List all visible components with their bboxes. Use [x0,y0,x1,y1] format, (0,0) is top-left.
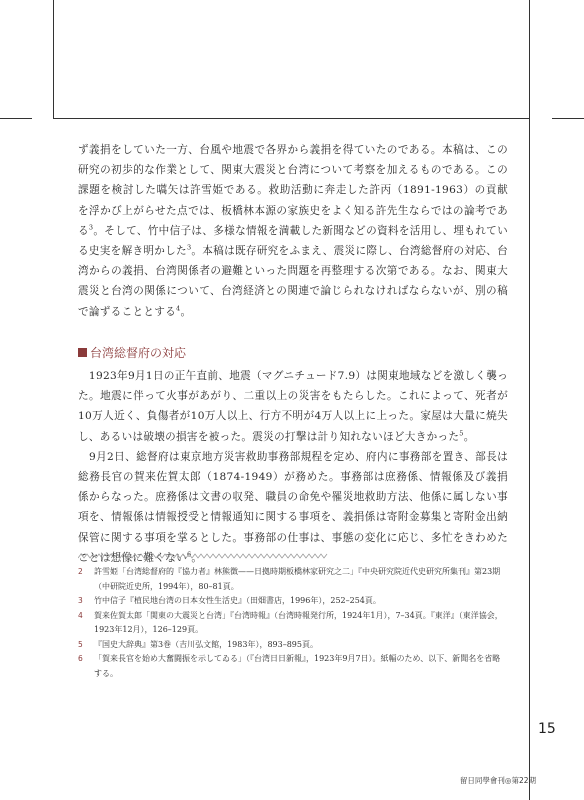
footnote [78,565,508,594]
body-text-block [78,140,508,322]
text-run: 9月2日、総督府は東京地方災害救助事務部規程を定め、府内に事務部を置き、部長は総務長官の賀来佐賀太郎（1874-1949）が務めた。事務部は庶務係、情報係及び義捐係からなった。庶務係は文書の収発、職員の命免や罹災地救助方法、他係に属しない事項を、情報係は情報授受と情報通知に関する事項を、義捐係は寄附金募集と寄附金出納保管に関する事項を掌るとした。事務部の仕事は、事態の変化に応じ、多忙をきわめたことは想像に難くない [78,450,508,564]
footnote [78,652,508,681]
footnote-text: 『国史大辞典』第3巻（吉川弘文館，1983年），893–895頁。 [94,639,318,649]
footnote-divider [78,553,328,559]
footnote [78,638,508,653]
paragraph-2 [78,366,508,447]
footnote-text: 竹中信子『植民地台湾の日本女性生活史』（田畑書店，1996年），252–254頁。 [94,596,381,605]
crop-mark [529,0,530,118]
footnote [78,594,508,609]
section-body [78,366,508,568]
footnote-ref[interactable]: 6 [186,550,192,559]
paragraph-3 [78,447,508,568]
footnote-ref[interactable]: 4 [176,304,181,313]
footnote [78,609,508,638]
page-number: 15 [538,721,556,737]
footnote-list [78,565,508,681]
crop-mark [53,118,530,119]
section-heading [78,344,186,361]
footnote-number: 6 [78,654,83,663]
crop-mark [552,118,584,119]
footnote-text: 許雪姫「台湾総督府的『協力者』林熊徴——日拠時期板橋林家研究之二」『中央研究院近代史研究所集刊』第23期（中研院近史所，1994年），80–81頁。 [94,567,501,591]
text-run: ず義捐をしていた一方、台風や地震で各界から義捐を得ていたのである。本稿は、この研究の初歩的な作業として、関東大震災と台湾について考察を加えるものである。この課題を検討した嚆矢は許雪姫である。救助活動に奔走した許丙（1891-1963）の貢献を浮かび上がらせた点では、板橋林本源の家族史をよく知る許先生ならではの論考である [78,144,508,237]
footnote-text: 「賀来長官を始め大奮闘振を示してゐる」（『台湾日日新報』，1923年9月7日）。紙幅のため、以下、新聞名を省略する。 [94,654,501,678]
footnote-number: 5 [78,639,83,649]
heading-square-icon [78,348,87,357]
text-run: 。 [180,305,192,318]
footnote-ref[interactable]: 3 [186,243,192,252]
text-run: 。 [191,551,203,564]
text-run: 。本稿は既存研究をふまえ、震災に際し、台湾総督府の対応、台湾からの義捐、台湾関係者の避難といった問題を再整理する次第である。なお、関東大震災と台湾の関係について、台湾経済との関連で論じられなければならないが、別の稿で論ずることとする [78,245,508,318]
footnote-number: 2 [78,567,83,576]
crop-mark [53,0,54,118]
text-run: 1923年9月1日の正午直前、地震（マグニチュード7.9）は関東地域などを激しく襲った。地震に伴って火事があがり、二重以上の災害をもたらした。これによって、死者が10万人近く、負傷者が10万人以上、行方不明が4万人以上に上った。家屋は大量に焼失し、あるいは破壊の損害を被った。震災の打撃は計り知れないほど大きかった [78,370,508,443]
intro-paragraph [78,140,508,322]
footnote-ref[interactable]: 3 [88,223,94,232]
journal-footer: 留日同學會刊◎第22期 [459,776,536,785]
text-run: 。そして、竹中信子は、多様な情報を満載した新聞などの資料を活用し、埋もれている史実を解き明かした [78,224,508,258]
crop-mark [529,118,530,800]
footnote-number: 3 [78,596,83,605]
footnote-number: 4 [78,610,83,620]
footnote-ref[interactable]: 5 [459,429,464,438]
footnote-text: 賀来佐賀太郎「関東の大震災と台湾」『台湾時報』（台湾時報発行所，1924年1月），7–34頁。『東洋』（東洋協会，1923年12月），126–129頁。 [94,610,503,634]
section-heading-text: 台湾総督府の対応 [90,346,187,360]
crop-mark [0,118,32,119]
text-run: 。 [463,430,475,443]
